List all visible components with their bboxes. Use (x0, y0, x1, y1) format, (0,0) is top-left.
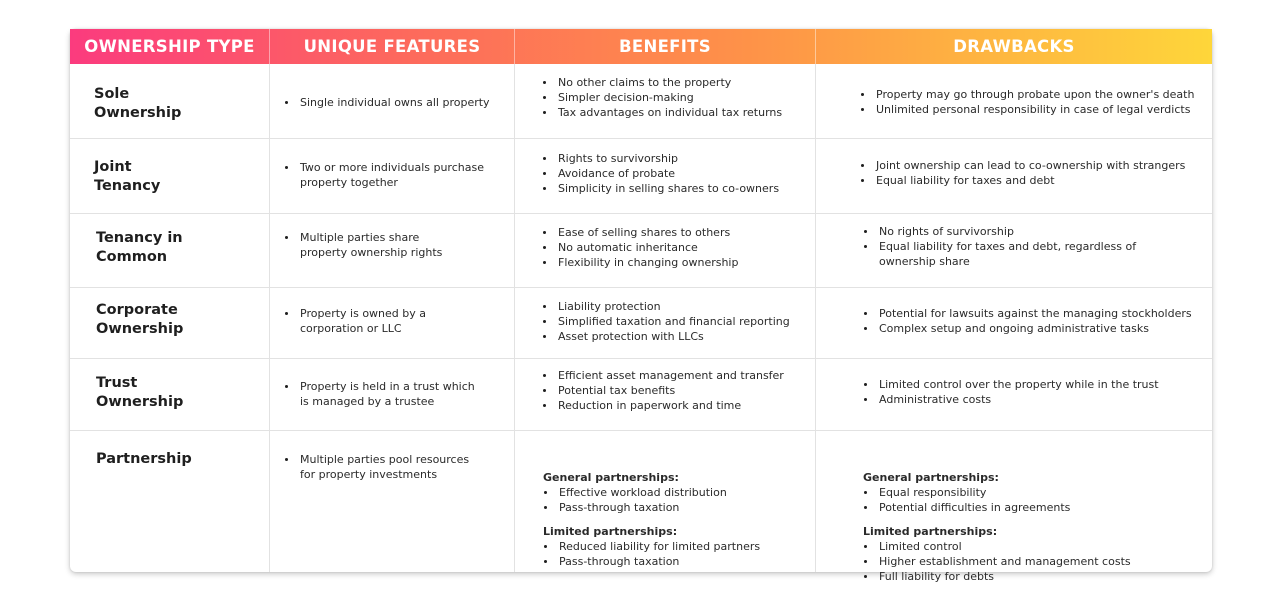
table-row (70, 431, 1212, 583)
type-name-line: Corporate (96, 302, 178, 318)
list-item: Simpler decision-making (541, 90, 782, 105)
benefits-cell (542, 470, 760, 569)
benefits-cell (541, 225, 738, 270)
list-item: No other claims to the property (541, 75, 782, 90)
ownership-comparison-table (70, 29, 1212, 583)
type-name-line: Tenancy in (96, 230, 183, 246)
list-item: Asset protection with LLCs (541, 329, 790, 344)
list-item: ownership share (879, 255, 970, 268)
unique-features-cell (283, 230, 442, 260)
unique-features-cell (283, 95, 490, 110)
type-name-line: Common (96, 249, 168, 265)
list-item: Pass-through taxation (542, 554, 760, 569)
benefits-cell (541, 75, 782, 120)
group-title: General partnerships: (543, 471, 679, 484)
drawbacks-cell (862, 470, 1131, 584)
drawbacks-cell (862, 377, 1159, 407)
list-item: Property is held in a trust which (283, 379, 475, 394)
list-item: Unlimited personal responsibility in case of legal verdicts (859, 102, 1194, 117)
table-row (70, 64, 1212, 139)
benefits-cell (541, 151, 779, 196)
list-item: for property investments (300, 468, 438, 481)
table-row (70, 359, 1212, 431)
type-name-line: Ownership (96, 394, 184, 410)
list-item: Ease of selling shares to others (541, 225, 738, 240)
list-item: Effective workload distribution (542, 485, 760, 500)
drawbacks-cell (859, 158, 1185, 188)
ownership-type-name (96, 301, 183, 339)
type-name-line: Tenancy (94, 178, 161, 194)
type-name-line: Ownership (96, 321, 184, 337)
list-item: property together (300, 176, 398, 189)
type-name-line: Ownership (94, 105, 182, 121)
list-item: Property may go through probate upon the owner's death (859, 87, 1194, 102)
list-item: Avoidance of probate (541, 166, 779, 181)
list-item: Joint ownership can lead to co-ownership with strangers (859, 158, 1185, 173)
list-item: Potential difficulties in agreements (862, 500, 1131, 515)
ownership-type-name (94, 158, 160, 196)
list-item: Reduced liability for limited partners (542, 539, 760, 554)
list-item: Limited control (862, 539, 1131, 554)
list-item: Pass-through taxation (542, 500, 760, 515)
list-item: Liability protection (541, 299, 790, 314)
type-name-line: Trust (96, 375, 138, 391)
list-item: Administrative costs (862, 392, 1159, 407)
list-item: Potential for lawsuits against the managing stockholders (862, 306, 1192, 321)
list-item: Property is owned by a (283, 306, 426, 321)
list-item: Equal liability for taxes and debt (859, 173, 1185, 188)
header-benefits: BENEFITS (515, 29, 816, 64)
drawbacks-cell (862, 224, 1136, 269)
drawbacks-cell (859, 87, 1194, 117)
list-item: Higher establishment and management costs (862, 554, 1131, 569)
list-item: Tax advantages on individual tax returns (541, 105, 782, 120)
benefits-cell (541, 299, 790, 344)
list-item: Rights to survivorship (541, 151, 779, 166)
unique-features-cell (283, 306, 426, 336)
list-item: property ownership rights (300, 246, 443, 259)
list-item: No automatic inheritance (541, 240, 738, 255)
benefits-cell (541, 368, 784, 413)
group-title: General partnerships: (863, 471, 999, 484)
list-item: Multiple parties share (283, 230, 442, 245)
list-item: is managed by a trustee (300, 395, 435, 408)
ownership-type-name (96, 374, 183, 412)
list-item: Limited control over the property while in the trust (862, 377, 1159, 392)
ownership-type-name (96, 450, 192, 469)
drawbacks-cell (862, 306, 1192, 336)
header-drawbacks: DRAWBACKS (953, 37, 1075, 56)
group-title: Limited partnerships: (543, 525, 678, 538)
list-item: Potential tax benefits (541, 383, 784, 398)
table-row (70, 214, 1212, 288)
group-title: Limited partnerships: (863, 525, 998, 538)
list-item: Complex setup and ongoing administrative tasks (862, 321, 1192, 336)
header-ownership-type: OWNERSHIP TYPE (70, 29, 270, 64)
list-item: Single individual owns all property (283, 95, 490, 110)
list-item: Flexibility in changing ownership (541, 255, 738, 270)
list-item: Two or more individuals purchase (283, 160, 484, 175)
header-unique-features: UNIQUE FEATURES (270, 29, 515, 64)
list-item: No rights of survivorship (862, 224, 1136, 239)
type-name-line: Sole (94, 86, 130, 102)
list-item: Simplicity in selling shares to co-owners (541, 181, 779, 196)
list-item: corporation or LLC (300, 322, 402, 335)
list-item: Efficient asset management and transfer (541, 368, 784, 383)
list-item: Reduction in paperwork and time (541, 398, 784, 413)
unique-features-cell (283, 379, 475, 409)
unique-features-cell (283, 160, 484, 190)
table-row (70, 139, 1212, 214)
list-item: Simplified taxation and financial reporting (541, 314, 790, 329)
unique-features-cell (283, 452, 469, 482)
ownership-type-name (94, 85, 181, 123)
table-header (70, 29, 1212, 64)
type-name-line: Joint (94, 159, 132, 175)
type-name-line: Partnership (96, 451, 192, 467)
list-item: Full liability for debts (862, 569, 1131, 584)
ownership-type-name (96, 229, 183, 267)
list-item: Multiple parties pool resources (283, 452, 469, 467)
table-row (70, 288, 1212, 359)
list-item: Equal responsibility (862, 485, 1131, 500)
list-item: Equal liability for taxes and debt, regardless of (862, 239, 1136, 254)
